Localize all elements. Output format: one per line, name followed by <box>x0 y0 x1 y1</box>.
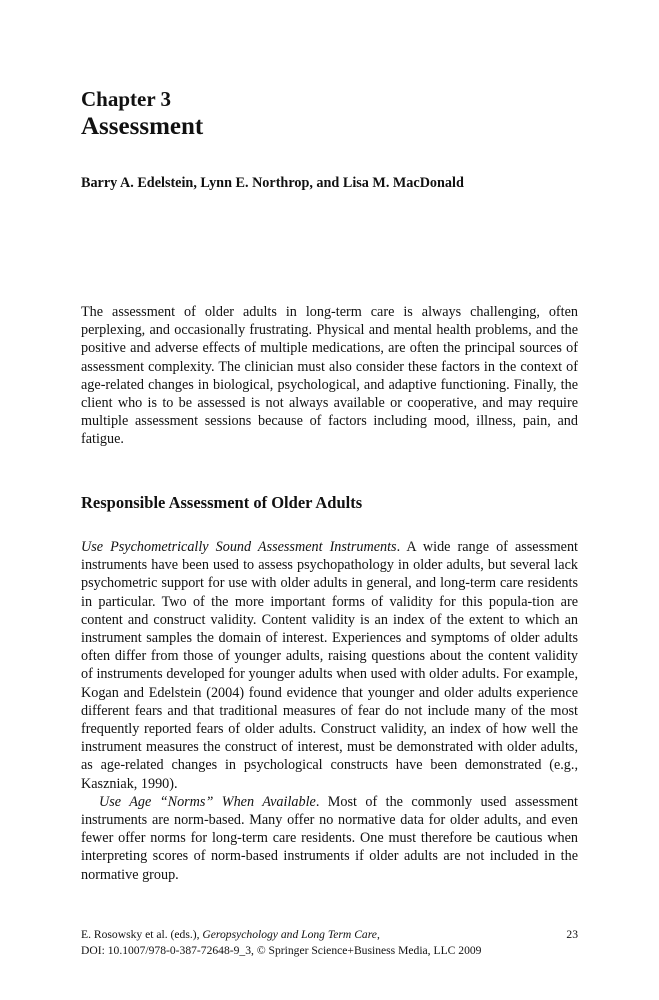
doi-line: DOI: 10.1007/978-0-387-72648-9_3, © Springer Science+Business Media, LLC 2009 <box>81 943 482 957</box>
section-paragraph-1 <box>81 538 578 793</box>
citation-prefix: E. Rosowsky et al. (eds.), <box>81 928 203 941</box>
chapter-abstract <box>81 303 578 449</box>
section-paragraph-2 <box>81 793 578 884</box>
citation-suffix: , <box>376 928 380 941</box>
paragraph-text: . A wide range of assessment instruments have been used to assess psychopathology in older adults, but several lack psychometric support for use with older adults in general, and long-term care residents in particular. Two of the more important forms of validity for this popula-tion are content and construct validity. Content validity is an index of the extent to which an instrument samples the domain of interest. Experiences and symptoms of older adults often differ from those of younger adults, raising questions about the content validity of instruments developed for younger adults when used with older adults. For example, Kogan and Edelstein (2004) found evidence that younger and older adults experience different fears and that traditional measures of fear do not include many of the most frequently reported fears of older adults. Construct validity, an index of how well the instrument measures the construct of interest, must be demonstrated with older adults, as age-related changes in psychological constructs have been demonstrated (e.g., Kaszniak, 1990). <box>81 539 578 792</box>
section-body <box>81 538 578 884</box>
paragraph-text: . Most of the commonly used assessment instruments are norm-based. Many offer no normative data for older adults, and even fewer offer norms for long-term care residents. One must therefore be cautious when interpreting scores of norm-based instruments if older adults are not included in the normative group. <box>81 793 578 883</box>
paragraph-lead: Use Age “Norms” When Available <box>99 793 316 810</box>
chapter-label: Chapter 3 <box>81 87 172 111</box>
section-heading: Responsible Assessment of Older Adults <box>81 493 363 512</box>
citation-line <box>81 927 380 943</box>
book-title: Geropsychology and Long Term Care <box>202 928 377 941</box>
chapter-title: Assessment <box>81 113 204 140</box>
abstract-paragraph: The assessment of older adults in long-term care is always challenging, often perplexing, and occasionally frustrating. Physical and mental health problems, and the positive and adverse effects of multiple medications, are often the principal sources of assessment complexity. The clinician must also consider these factors in the context of age-related changes in biological, psychological, and adaptive functioning. Finally, the client who is to be assessed is not always available or cooperative, and may require multiple assessment sessions because of factors including mood, illness, pain, and fatigue. <box>81 304 578 448</box>
chapter-authors: Barry A. Edelstein, Lynn E. Northrop, and Lisa M. MacDonald <box>81 175 464 191</box>
page-number: 23 <box>566 928 578 941</box>
paragraph-lead: Use Psychometrically Sound Assessment Instruments <box>81 539 397 555</box>
